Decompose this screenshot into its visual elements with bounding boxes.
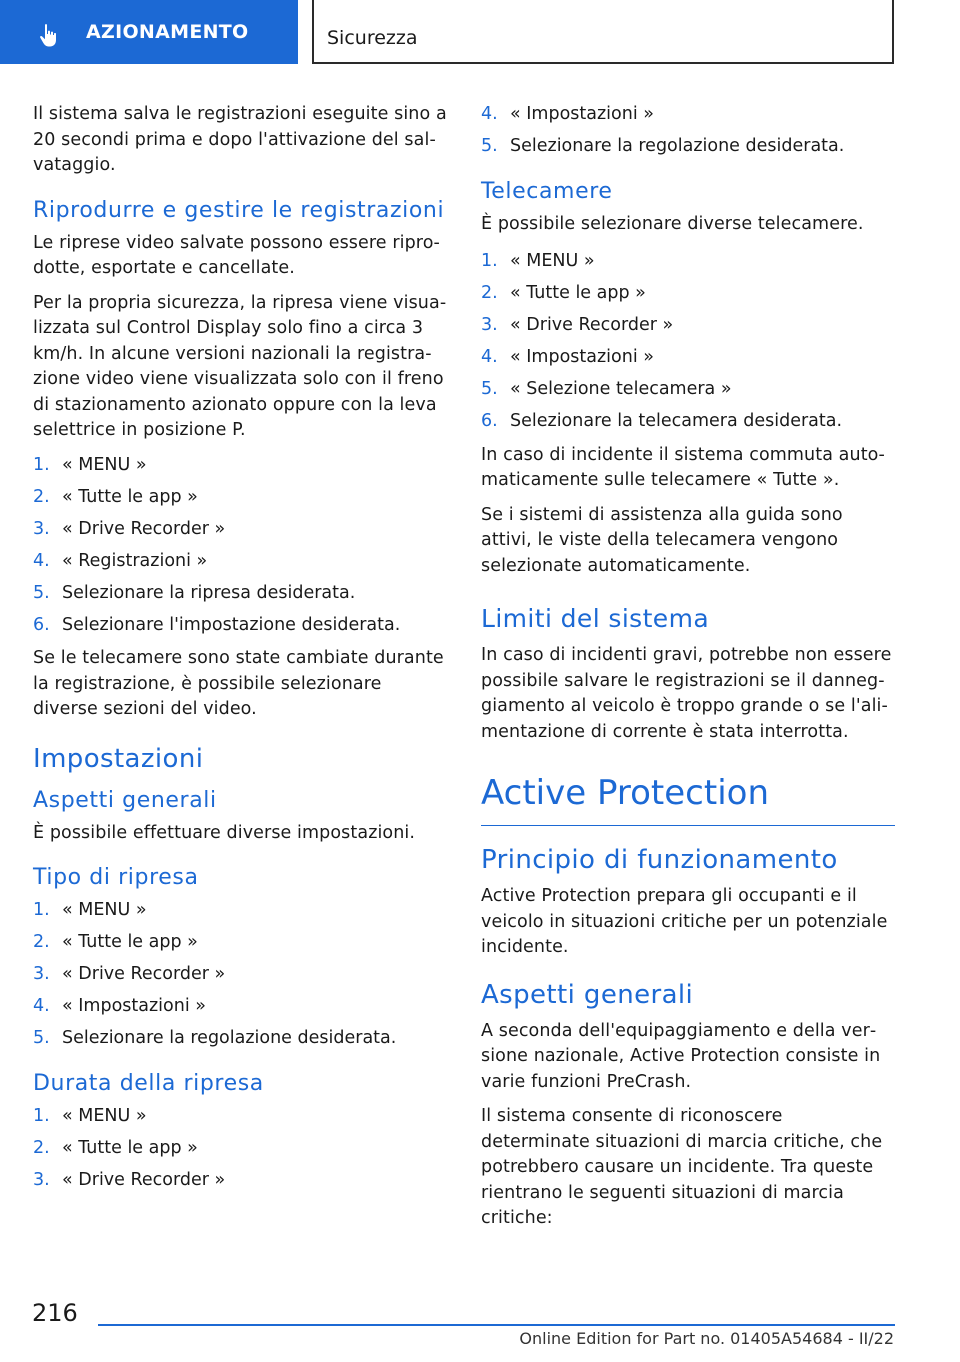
active-protection-title: Active Protection	[481, 771, 895, 826]
list-item: 2. « Tutte le app »	[481, 283, 646, 303]
right-column	[481, 102, 895, 1241]
cameras-steps	[481, 249, 895, 435]
list-item: 2. « Tutte le app »	[33, 1137, 198, 1158]
left-column	[33, 102, 449, 1201]
replay-paragraph-2: Per la propria sicurezza, la ripresa viene visualizzata sul Control Display solo fino a circa 3 km/h. In alcune versioni nazionali la registrazione video viene visualizzata solo con il freno di stazionamento azionato oppure con la leva selettrice in posizione P.	[33, 292, 447, 440]
list-item: 4. « Registrazioni »	[33, 550, 208, 571]
general-heading: Aspetti generali	[33, 787, 217, 813]
limits-paragraph: In caso di incidenti gravi, potrebbe non essere possibile salvare le registrazioni se il danneggiamento al veicolo è troppo grande o se l'alimentazione di corrente è stata interrotta.	[481, 645, 892, 742]
duration-steps	[33, 1104, 449, 1194]
list-item: 1. « MENU »	[33, 454, 147, 475]
list-item: 3. « Drive Recorder »	[33, 1169, 226, 1190]
list-item: 2. « Tutte le app »	[33, 932, 198, 952]
list-item: 3. « Drive Recorder »	[33, 964, 226, 984]
section-label: AZIONAMENTO	[86, 21, 249, 43]
list-item: 6. Selezionare l'impostazione desiderata.	[33, 614, 401, 635]
cameras-paragraph-1: È possibile selezionare diverse telecamere.	[481, 213, 864, 234]
list-item: 6. Selezionare la telecamera desiderata.	[481, 411, 843, 431]
list-item: 4. « Impostazioni »	[481, 104, 654, 124]
aspects-heading: Aspetti generali	[481, 979, 694, 1010]
aspects-paragraph-1: A seconda dell'equipaggiamento e della versione nazionale, Active Protection consiste in varie funzioni PreCrash.	[481, 1020, 881, 1092]
list-item: 5. Selezionare la regolazione desiderata.	[33, 1028, 397, 1048]
duration-steps-continued	[481, 102, 895, 160]
page-number: 216	[32, 1299, 78, 1327]
type-heading: Tipo di ripresa	[33, 865, 199, 890]
replay-paragraph-1: Le riprese video salvate possono essere riprodotte, esportate e cancellate.	[33, 232, 440, 278]
list-item: 3. « Drive Recorder »	[481, 315, 674, 335]
cameras-heading: Telecamere	[481, 178, 613, 204]
settings-heading: Impostazioni	[33, 743, 204, 774]
list-item: 1. « MENU »	[481, 251, 595, 271]
replay-paragraph-3: Se le telecamere sono state cambiate durante la registrazione, è possibile selezionare diverse sezioni del video.	[33, 648, 444, 719]
list-item: 5. Selezionare la ripresa desiderata.	[33, 582, 356, 603]
replay-heading: Riprodurre e gestire le registrazioni	[33, 197, 445, 223]
list-item: 5. Selezionare la regolazione desiderata.	[481, 136, 845, 156]
footer-divider	[98, 1324, 895, 1326]
list-item: 3. « Drive Recorder »	[33, 518, 226, 539]
touch-hand-icon	[36, 22, 62, 48]
section-tab	[0, 0, 298, 64]
principle-paragraph: Active Protection prepara gli occupanti e il veicolo in situazioni critiche per un potenziale incidente.	[481, 886, 888, 957]
list-item: 4. « Impostazioni »	[481, 347, 654, 367]
cameras-paragraph-3: Se i sistemi di assistenza alla guida sono attivi, le viste della telecamera vengono selezionate automaticamente.	[481, 504, 843, 576]
list-item: 5. « Selezione telecamera »	[481, 379, 732, 399]
replay-steps	[33, 453, 449, 639]
limits-heading: Limiti del sistema	[481, 604, 710, 633]
general-paragraph: È possibile effettuare diverse impostazioni.	[33, 822, 416, 843]
aspects-paragraph-2: Il sistema consente di riconoscere determinate situazioni di marcia critiche, che potrebbero causare un incidente. Tra queste rientrano le seguenti situazioni di marcia critiche:	[481, 1106, 883, 1228]
type-steps	[33, 898, 449, 1052]
cameras-paragraph-2: In caso di incidente il sistema commuta automaticamente sulle telecamere « Tutte ».	[481, 444, 885, 490]
list-item: 1. « MENU »	[33, 1105, 147, 1126]
list-item: 4. « Impostazioni »	[33, 996, 206, 1016]
list-item: 1. « MENU »	[33, 900, 147, 920]
chapter-box	[312, 0, 894, 64]
principle-heading: Principio di funzionamento	[481, 845, 838, 875]
duration-heading: Durata della ripresa	[33, 1070, 264, 1096]
chapter-label: Sicurezza	[327, 27, 418, 49]
list-item: 2. « Tutte le app »	[33, 486, 198, 507]
footer-edition: Online Edition for Part no. 01405A54684 - II/22	[519, 1329, 894, 1348]
intro-paragraph: Il sistema salva le registrazioni eseguite sino a 20 secondi prima e dopo l'attivazione del salvataggio.	[33, 104, 447, 175]
